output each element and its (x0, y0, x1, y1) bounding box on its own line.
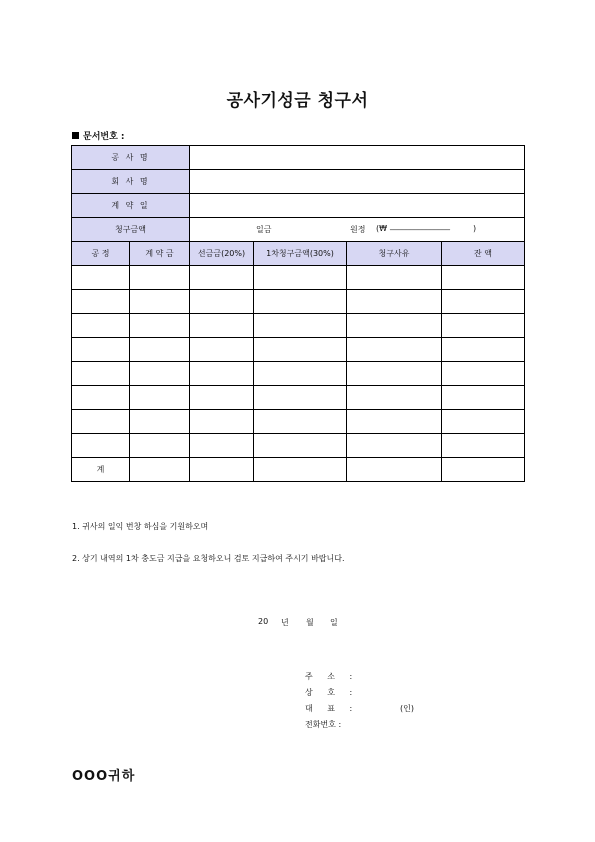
table-cell[interactable] (442, 338, 525, 362)
table-cell[interactable] (130, 386, 190, 410)
table-cell[interactable] (72, 290, 130, 314)
table-cell[interactable] (72, 362, 130, 386)
header-advance: 선금금(20%) (190, 242, 254, 266)
table-cell[interactable] (130, 314, 190, 338)
table-cell[interactable] (347, 338, 442, 362)
table-cell[interactable] (130, 290, 190, 314)
table-cell[interactable] (190, 338, 254, 362)
table-cell[interactable] (130, 266, 190, 290)
table-cell[interactable] (347, 386, 442, 410)
table-cell[interactable] (254, 434, 347, 458)
table-cell[interactable] (72, 410, 130, 434)
note-2: 2. 상기 내역의 1차 충도금 지급을 요청하오니 검토 지급하여 주시기 바랍니다. (72, 554, 345, 563)
header-balance: 잔 액 (442, 242, 525, 266)
header-contract-amount: 계 약 금 (130, 242, 190, 266)
table-cell[interactable] (442, 434, 525, 458)
table-row (72, 266, 525, 290)
document-title: 공사기성금 청구서 (226, 91, 369, 111)
table-cell[interactable] (442, 410, 525, 434)
note-1: 1. 귀사의 일익 번창 하심을 기원하오며 (72, 522, 209, 531)
table-row (72, 338, 525, 362)
table-cell[interactable] (190, 362, 254, 386)
table-cell[interactable] (72, 386, 130, 410)
doc-number-text: 문서번호 : (83, 132, 125, 142)
table-cell[interactable] (442, 314, 525, 338)
table-cell[interactable] (72, 434, 130, 458)
table-cell[interactable] (254, 386, 347, 410)
table-cell[interactable] (347, 266, 442, 290)
table-cell[interactable] (442, 266, 525, 290)
contract-date-label: 계 약 일 (72, 194, 190, 218)
table-cell[interactable] (130, 458, 190, 482)
table-cell[interactable] (254, 362, 347, 386)
table-cell[interactable] (190, 386, 254, 410)
table-cell[interactable] (190, 290, 254, 314)
table-row (72, 362, 525, 386)
table-cell[interactable] (254, 410, 347, 434)
info-row-project (72, 146, 525, 170)
table-cell[interactable] (72, 338, 130, 362)
date-day: 일 (330, 618, 338, 627)
date-year-prefix: 20 (258, 617, 269, 626)
amount-blank: _______________ (390, 221, 450, 230)
table-cell[interactable] (130, 434, 190, 458)
company-label: 상 호 : (305, 688, 359, 697)
table-cell[interactable] (347, 458, 442, 482)
table-cell[interactable] (254, 266, 347, 290)
table-row (72, 410, 525, 434)
address-label: 주 소 : (305, 672, 359, 681)
table-cell[interactable] (442, 458, 525, 482)
table-cell[interactable] (442, 386, 525, 410)
table-header-row (72, 242, 525, 266)
info-row-contract-date (72, 194, 525, 218)
table-cell[interactable] (190, 314, 254, 338)
table-row (72, 458, 525, 482)
header-process: 공 정 (72, 242, 130, 266)
table-cell[interactable] (347, 314, 442, 338)
table-cell[interactable] (254, 314, 347, 338)
header-claim-reason: 청구사유 (347, 242, 442, 266)
table-cell[interactable] (347, 434, 442, 458)
table-cell[interactable] (72, 266, 130, 290)
project-name-label: 공 사 명 (72, 146, 190, 170)
table-row (72, 434, 525, 458)
claim-form-table (71, 145, 525, 482)
amount-close: ) (473, 224, 477, 233)
claim-amount-field[interactable] (190, 218, 525, 242)
square-bullet-icon (72, 132, 79, 139)
table-cell[interactable] (190, 410, 254, 434)
contract-date-field[interactable] (190, 194, 525, 218)
table-cell[interactable] (347, 410, 442, 434)
company-name-field[interactable] (190, 170, 525, 194)
table-cell[interactable] (347, 290, 442, 314)
table-cell[interactable] (130, 362, 190, 386)
doc-number-label (72, 129, 125, 142)
amount-suffix: 원정 (350, 225, 366, 234)
info-row-company (72, 170, 525, 194)
table-cell: 계 (72, 458, 130, 482)
amount-prefix: 일금 (256, 225, 272, 234)
table-cell[interactable] (347, 362, 442, 386)
table-cell[interactable] (72, 314, 130, 338)
info-row-amount (72, 218, 525, 242)
table-row (72, 386, 525, 410)
table-cell[interactable] (130, 410, 190, 434)
claim-amount-label: 청구금액 (72, 218, 190, 242)
header-first-claim: 1차청구금액(30%) (254, 242, 347, 266)
table-row (72, 290, 525, 314)
table-cell[interactable] (442, 290, 525, 314)
company-name-label: 회 사 명 (72, 170, 190, 194)
table-row (72, 314, 525, 338)
table-cell[interactable] (442, 362, 525, 386)
representative-label: 대 표 : (305, 704, 359, 713)
table-cell[interactable] (254, 290, 347, 314)
date-year: 년 (281, 618, 289, 627)
date-month: 월 (306, 618, 314, 627)
project-name-field[interactable] (190, 146, 525, 170)
table-cell[interactable] (190, 458, 254, 482)
table-cell[interactable] (254, 338, 347, 362)
amount-currency: (₩ (376, 224, 388, 233)
table-cell[interactable] (130, 338, 190, 362)
recipient: OOO귀하 (72, 769, 136, 784)
seal-mark: (인) (400, 704, 414, 713)
phone-label: 전화번호 : (305, 720, 342, 729)
table-cell[interactable] (190, 266, 254, 290)
table-cell[interactable] (254, 458, 347, 482)
table-cell[interactable] (190, 434, 254, 458)
